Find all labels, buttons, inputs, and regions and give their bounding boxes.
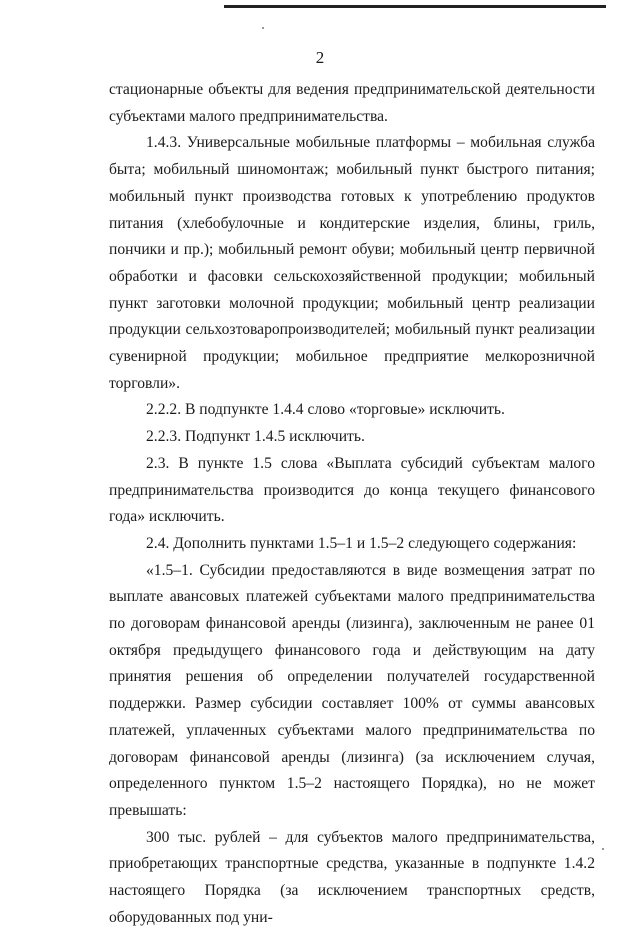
- scan-speck: [262, 27, 264, 29]
- paragraph-2-2-3: 2.2.3. Подпункт 1.4.5 исключить.: [146, 428, 365, 446]
- paragraph-2-4: 2.4. Дополнить пунктами 1.5–1 и 1.5–2 следующего содержания:: [146, 534, 577, 552]
- page-number: 2: [315, 48, 325, 67]
- scan-speck: [602, 848, 604, 850]
- paragraph-1-5-1: «1.5–1. Субсидии предоставляются в виде возмещения затрат по выплате авансовых платежей субъектами малого предпринимательства по договорам финансовой аренды (лизинга), заключенным не ранее 01 октября предыдущего финансового года и действующим на дату принятия решения об определении получателей государственной поддержки. Размер субсидии составляет 100% от суммы авансовых платежей, уплаченных субъектами малого предпринимательства по договорам финансовой аренды (лизинга) (за исключением случая, определенного пунктом 1.5–2 настоящего Порядка), но не может превышать:: [109, 561, 595, 819]
- document-body: [109, 77, 595, 932]
- paragraph-1-4-3: 1.4.3. Универсальные мобильные платформы – мобильная служба быта; мобильный шиномонтаж; мобильный пункт быстрого питания; мобильный пункт производства готовых к употреблению продуктов питания (хлебобулочные и кондитерские изделия, блины, гриль, пончики и пр.); мобильный ремонт обуви; мобильный центр первичной обработки и фасовки сельскохозяйственной продукции; мобильный пункт заготовки молочной продукции; мобильный центр реализации продукции сельхозтоваропроизводителей; мобильный пункт реализации сувенирной продукции; мобильное предприятие мелкорозничной торговли».: [109, 134, 595, 392]
- paragraph-300-thousand: 300 тыс. рублей – для субъектов малого предпринимательства, приобретающих транспортные средства, указанные в подпункте 1.4.2 настоящего Порядка (за исключением транспортных средств, оборудованных под уни-: [109, 828, 595, 926]
- paragraph-2-3: 2.3. В пункте 1.5 слова «Выплата субсидий субъектам малого предпринимательства производится до конца текущего финансового года» исключить.: [109, 454, 595, 526]
- header-rule: [224, 5, 606, 8]
- paragraph-2-2-2: 2.2.2. В подпункте 1.4.4 слово «торговые» исключить.: [146, 401, 505, 419]
- paragraph-continuation: стационарные объекты для ведения предпринимательской деятельности субъектами малого предпринимательства.: [109, 81, 595, 125]
